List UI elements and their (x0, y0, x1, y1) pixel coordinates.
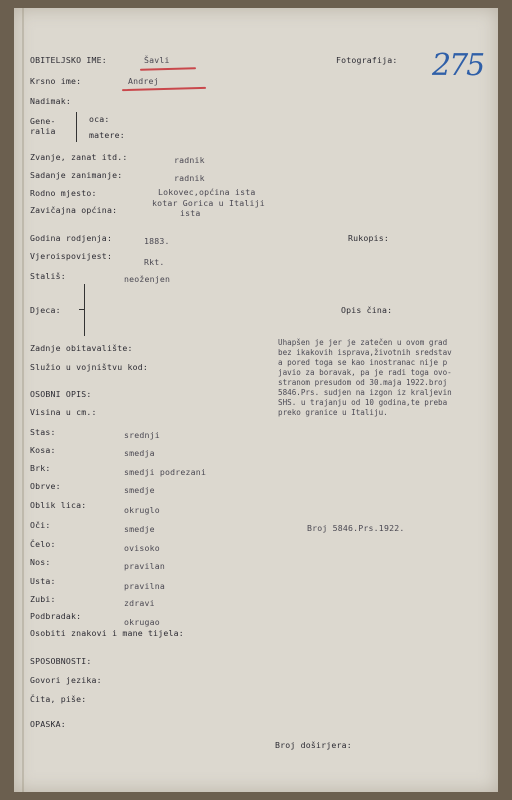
eyebrows-value: smedje (124, 485, 155, 495)
teeth-value: zdravi (124, 598, 155, 608)
surname-value: Šavli (144, 55, 170, 65)
given-name-label: Krsno ime: (30, 76, 82, 86)
current-occupation-label: Sadanje zanimanje: (30, 170, 123, 180)
current-occupation-value: radnik (174, 173, 205, 183)
marital-status-value: neoženjen (124, 274, 171, 284)
nose-value: pravilan (124, 561, 166, 571)
mouth-label: Usta: (30, 576, 56, 586)
record-number-label: Broj doširjera: (275, 740, 352, 750)
build-value: srednji (124, 430, 160, 440)
birth-year-value: 1883. (144, 236, 170, 246)
home-municipality-value-2: ista (180, 208, 201, 218)
eyebrows-label: Obrve: (30, 481, 61, 491)
description-line: a pored toga se kao inostranac nije p (278, 358, 448, 367)
eyes-label: Oči: (30, 520, 51, 530)
teeth-label: Zubi: (30, 594, 56, 604)
father-label: oca: (89, 114, 110, 124)
face-shape-value: okruglo (124, 505, 160, 515)
description-line: stranom presudom od 30.maja 1922.broj (278, 378, 448, 387)
reference-number: Broj 5846.Prs.1922. (307, 523, 405, 533)
personal-description-heading: OSOBNI OPIS: (30, 389, 92, 399)
nose-label: Nos: (30, 557, 51, 567)
religion-label: Vjeroispovijest: (30, 251, 113, 261)
birthplace-label: Rodno mjesto: (30, 188, 97, 198)
military-service-label: Služio u vojništvu kod: (30, 362, 148, 372)
chin-label: Podbradak: (30, 611, 82, 621)
marks-label: Osobiti znakovi i mane tijela: (30, 628, 184, 638)
languages-label: Govori jezika: (30, 675, 102, 685)
profession-label: Zvanje, zanat itd.: (30, 152, 128, 162)
religion-value: Rkt. (144, 257, 165, 267)
moustache-label: Brk: (30, 463, 51, 473)
face-shape-label: Oblik lica: (30, 500, 87, 510)
handwriting-label: Rukopis: (348, 233, 390, 243)
home-municipality-label: Zavičajna općina: (30, 205, 118, 215)
nickname-label: Nadimak: (30, 96, 72, 106)
last-residence-label: Zadnje obitavalište: (30, 343, 133, 353)
note-label: OPASKA: (30, 719, 66, 729)
description-line: javio za boravak, pa je radi toga ovo- (278, 368, 452, 377)
forehead-label: Čelo: (30, 539, 56, 549)
abilities-heading: SPOSOBNOSTI: (30, 656, 92, 666)
height-label: Visina u cm.: (30, 407, 97, 417)
hair-value: smedja (124, 448, 155, 458)
description-line: SHS. u trajanju od 10 godina,te preba (278, 398, 448, 407)
build-label: Stas: (30, 427, 56, 437)
home-municipality-value: kotar Gorica u Italiji (152, 198, 265, 208)
birth-year-label: Godina rodjenja: (30, 233, 113, 243)
moustache-value: smedji podrezani (124, 467, 207, 477)
children-bracket-tick (79, 309, 84, 310)
given-name-underline (122, 87, 206, 91)
surname-label: OBITELJSKO IME: (30, 55, 107, 65)
description-line: preko granice u Italiju. (278, 408, 388, 417)
reads-writes-label: Čita, piše: (30, 694, 87, 704)
generalia-bracket (76, 112, 77, 142)
description-line: bez ikakovih isprava,životnih sredstav (278, 348, 452, 357)
profession-value: radnik (174, 155, 205, 165)
chin-value: okrugao (124, 617, 160, 627)
crime-description-label: Opis čina: (341, 305, 393, 315)
children-bracket (84, 284, 85, 336)
description-line: 5846.Prs. sudjen na izgon iz kraljevin (278, 388, 452, 397)
forehead-value: ovisoko (124, 543, 160, 553)
generalia-label-2: ralia (30, 126, 56, 136)
description-line: Uhapšen je jer je zatečen u ovom grad (278, 338, 448, 347)
surname-underline (140, 67, 196, 70)
hair-label: Kosa: (30, 445, 56, 455)
marital-status-label: Stališ: (30, 271, 66, 281)
handwritten-number: 275 (432, 48, 484, 83)
birthplace-value: Lokovec,općina ista (158, 187, 256, 197)
generalia-label-1: Gene- (30, 116, 56, 126)
mouth-value: pravilna (124, 581, 166, 591)
children-label: Djeca: (30, 305, 61, 315)
given-name-value: Andrej (128, 76, 159, 86)
photo-label: Fotografija: (336, 55, 398, 65)
eyes-value: smedje (124, 524, 155, 534)
mother-label: matere: (89, 130, 125, 140)
record-card (14, 8, 498, 792)
